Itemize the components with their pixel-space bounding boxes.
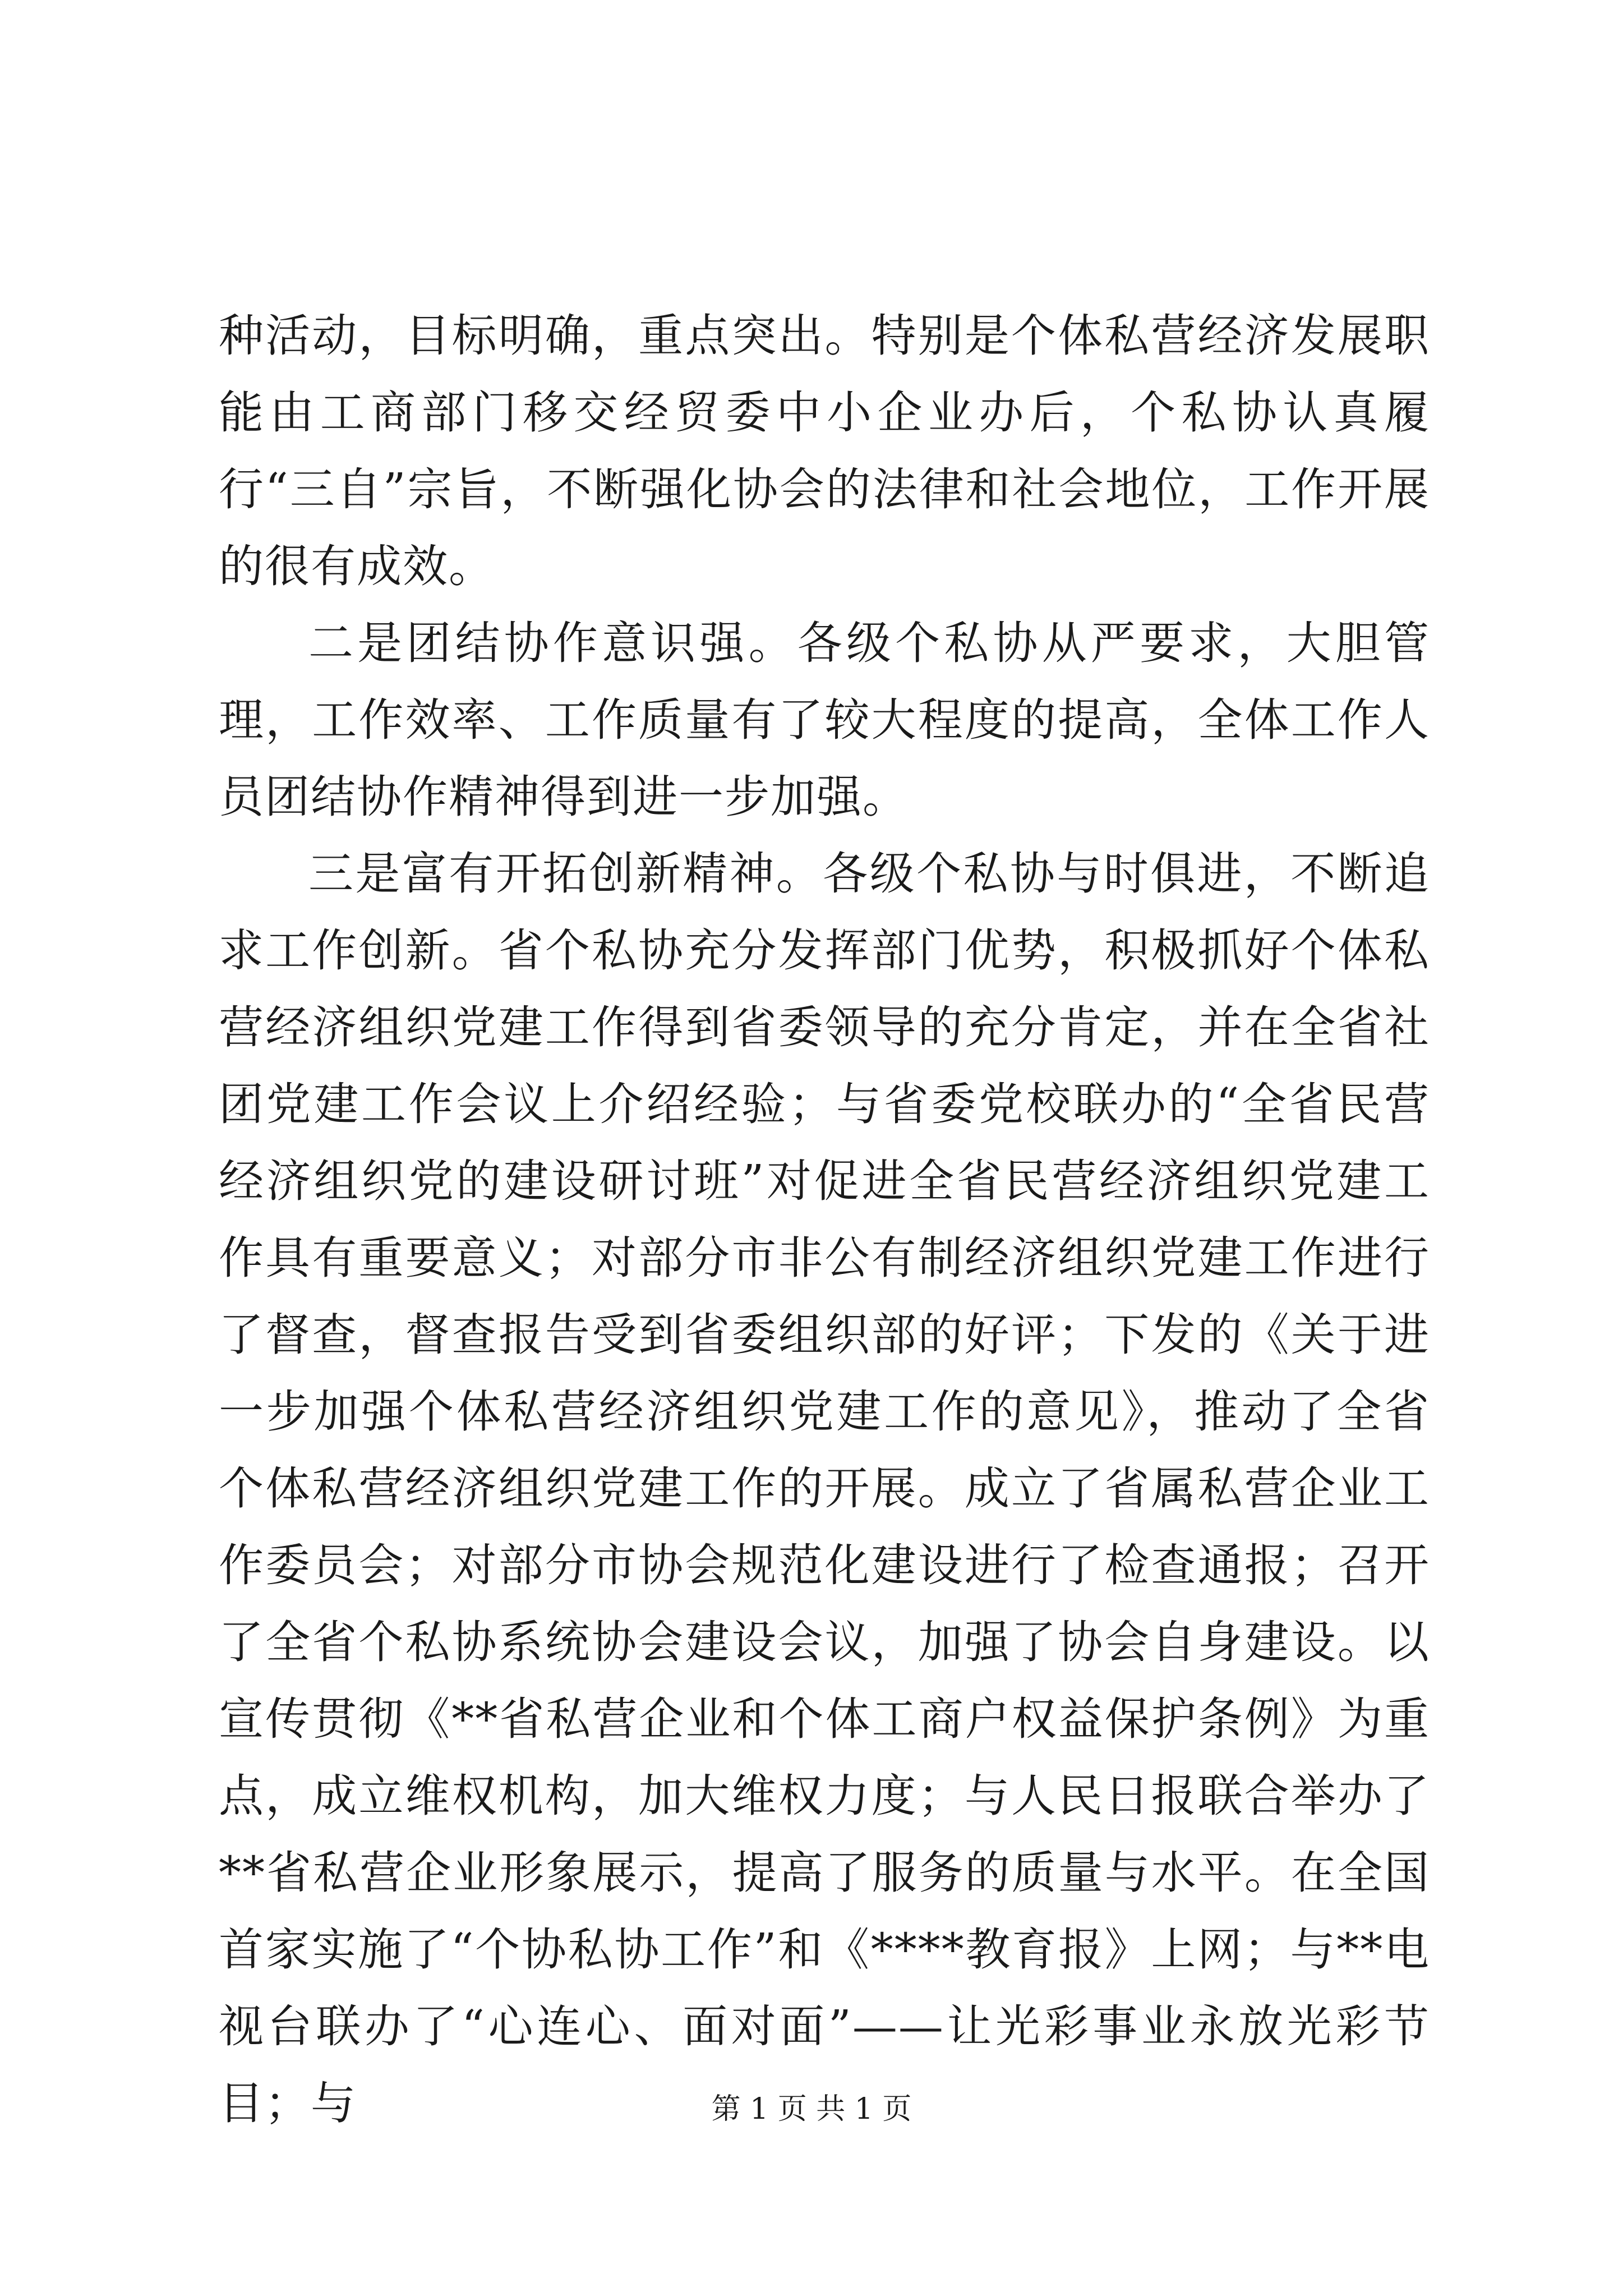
paragraph-3: 三是富有开拓创新精神。各级个私协与时俱进，不断追求工作创新。省个私协充分发挥部门优势，积极抓好个体私营经济组织党建工作得到省委领导的充分肯定，并在全省社团党建工作会议上介绍经验；与省委党校联办的“全省民营经济组织党的建设研讨班”对促进全省民营经济组织党建工作具有重要意义；对部分市非公有制经济组织党建工作进行了督查，督查报告受到省委组织部的好评；下发的《关于进一步加强个体私营经济组织党建工作的意见》，推动了全省个体私营经济组织党建工作的开展。成立了省属私营企业工作委员会；对部分市协会规范化建设进行了检查通报；召开了全省个私协系统协会建设会议，加强了协会自身建设。以宣传贯彻《**省私营企业和个体工商户权益保护条例》为重点，成立维权机构，加大维权力度；与人民日报联合举办了**省私营企业形象展示，提高了服务的质量与水平。在全国首家实施了“个协私协工作”和《****教育报》上网；与**电视台联办了“心连心、面对面”——让光彩事业永放光彩节目；与: [219, 848, 1430, 2129]
page-footer: 第 1 页 共 1 页: [711, 2092, 912, 2126]
paragraph-2: 二是团结协作意识强。各级个私协从严要求，大胆管理，工作效率、工作质量有了较大程度的提高，全体工作人员团结协作精神得到进一步加强。: [219, 617, 1430, 823]
paragraph-1: 种活动，目标明确，重点突出。特别是个体私营经济发展职能由工商部门移交经贸委中小企业办后，个私协认真履行“三自”宗旨，不断强化协会的法律和社会地位，工作开展的很有成效。: [219, 310, 1430, 592]
body-text: [219, 297, 1430, 2142]
